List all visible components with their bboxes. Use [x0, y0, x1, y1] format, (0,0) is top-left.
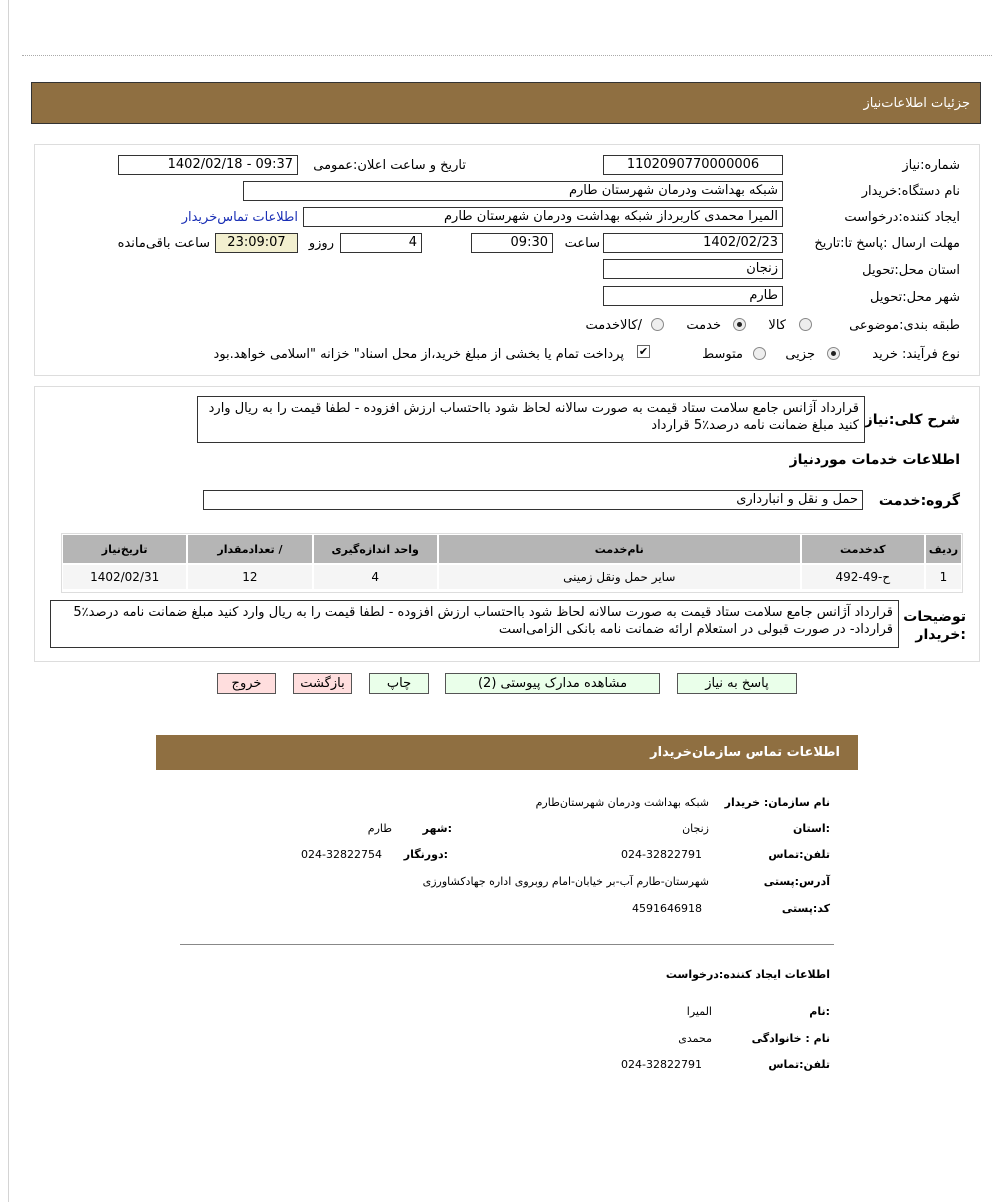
cell-need-date: 1402/02/31	[63, 565, 186, 589]
cell-service-name: سایر حمل ونقل زمینی	[439, 565, 800, 589]
buyer-notes-label: توضیحات :خریدار	[903, 609, 966, 643]
cell-service-code: ح-49-492	[802, 565, 924, 589]
category-both-label: /کالاخدمت	[585, 318, 642, 333]
description-label: شرح کلی:نیاز	[864, 412, 960, 428]
category-both-radio[interactable]	[651, 318, 664, 331]
category-goods-radio[interactable]	[799, 318, 812, 331]
category-service-radio[interactable]	[733, 318, 746, 331]
payment-note: پرداخت تمام یا بخشی از مبلغ خرید،از محل اسناد" خزانه "اسلامی خواهد.بود	[213, 347, 624, 362]
cell-quantity: 12	[188, 565, 311, 589]
deadline-date-field: 1402/02/23	[603, 233, 783, 253]
creator-label: ایجاد کننده:درخواست	[844, 210, 960, 225]
creator-field: المیرا محمدی کاربرداز شبکه بهداشت ودرمان شهرستان طارم	[303, 207, 783, 227]
table-header-row	[63, 535, 961, 563]
contact-phone-label: تلفن:تماس	[768, 848, 830, 861]
process-minor-radio[interactable]	[827, 347, 840, 360]
need-number-label: شماره:نیاز	[902, 158, 960, 173]
reply-button[interactable]: پاسخ به نیاز	[677, 673, 797, 694]
process-type-label: نوع فرآیند: خرید	[872, 347, 960, 362]
col-header-date: تاریخ‌نیاز	[63, 535, 186, 563]
contact-phone-value: 024-32822791	[621, 848, 702, 861]
requester-phone-value: 024-32822791	[621, 1058, 702, 1071]
buyer-field: شبکه بهداشت ودرمان شهرستان طارم	[243, 181, 783, 201]
description-box: قرارداد آژانس جامع سلامت ستاد قیمت به صورت سالانه لحاظ شود بااحتساب ارزش افزوده - لطفا قیمت را به ریال وارد کنید مبلغ ضمانت نامه درصد٪5 قرارداد	[197, 396, 865, 443]
back-button[interactable]: بازگشت	[293, 673, 352, 694]
contact-address-value: شهرستان-طارم آب-بر خیابان-امام روبروی اداره جهادکشاورزی	[422, 875, 709, 888]
cell-unit: 4	[314, 565, 437, 589]
buyer-contact-header	[156, 735, 858, 770]
requester-family-label: نام : خانوادگی	[751, 1032, 830, 1045]
requester-name-value: المیرا	[686, 1005, 712, 1018]
col-header-name: نام‌خدمت	[439, 535, 800, 563]
contact-city-label: :شهر	[422, 822, 452, 835]
category-label: طبقه بندی:موضوعی	[849, 318, 960, 333]
org-name-label: نام سازمان: خریدار	[724, 796, 830, 809]
cell-row-number: 1	[926, 565, 961, 589]
process-medium-label: متوسط	[702, 347, 743, 362]
process-medium-radio[interactable]	[753, 347, 766, 360]
services-section-title: اطلاعات خدمات موردنیاز	[789, 452, 960, 468]
col-header-quantity: / تعدادمقدار	[188, 535, 311, 563]
province-label: استان محل:تحویل	[862, 263, 960, 278]
announce-datetime-label: تاریخ و ساعت اعلان:عمومی	[313, 158, 466, 173]
contact-province-value: زنجان	[682, 822, 709, 835]
payment-checkbox[interactable]: ✔	[638, 345, 649, 358]
view-documents-button[interactable]: مشاهده مدارک پیوستی (2)	[445, 673, 660, 694]
col-header-row: ردیف	[926, 535, 961, 563]
page-left-border	[8, 0, 9, 1202]
days-field: 4	[340, 233, 422, 253]
category-service-label: خدمت	[686, 318, 721, 333]
org-name-value: شبکه بهداشت ودرمان شهرستان‌طارم	[535, 796, 709, 809]
service-group-label: گروه:خدمت	[878, 493, 960, 509]
process-minor-label: جزیی	[785, 347, 815, 362]
contact-city-value: طارم	[367, 822, 392, 835]
need-number-field: 1102090770000006	[603, 155, 783, 175]
top-divider	[22, 55, 992, 56]
requester-family-value: محمدی	[678, 1032, 712, 1045]
page-header-bar	[31, 82, 981, 124]
requester-name-label: :نام	[809, 1005, 830, 1018]
remaining-time-field: 23:09:07	[215, 233, 298, 253]
page-header-title: جزئیات اطلاعات‌نیاز	[863, 96, 970, 111]
province-field: زنجان	[603, 259, 783, 279]
requester-title: اطلاعات ایجاد کننده:درخواست	[665, 968, 830, 981]
category-goods-label: کالا	[768, 318, 786, 333]
contact-address-label: آدرس:پستی	[763, 875, 830, 888]
items-table	[61, 533, 963, 591]
buyer-label: نام دستگاه:خریدار	[861, 184, 960, 199]
buyer-contact-title: اطلاعات تماس سازمان‌خریدار	[650, 745, 840, 760]
contact-province-label: :استان	[793, 822, 830, 835]
need-info-panel	[34, 144, 980, 376]
service-group-field: حمل و نقل و انبارداری	[203, 490, 863, 510]
contact-fax-value: 024-32822754	[301, 848, 382, 861]
contact-fax-label: :دورنگار	[403, 848, 448, 861]
deadline-label: مهلت ارسال :پاسخ تا:تاریخ	[814, 236, 960, 251]
print-button[interactable]: چاپ	[369, 673, 429, 694]
city-label: شهر محل:تحویل	[870, 290, 960, 305]
contact-postal-label: کد:پستی	[781, 902, 830, 915]
city-field: طارم	[603, 286, 783, 306]
announce-datetime-field: 1402/02/18 - 09:37	[118, 155, 298, 175]
contact-divider	[180, 944, 834, 945]
exit-button[interactable]: خروج	[217, 673, 276, 694]
remaining-time-label: ساعت باقی‌مانده	[117, 236, 210, 251]
col-header-unit: واحد اندازه‌گیری	[314, 535, 437, 563]
requester-phone-label: تلفن:تماس	[768, 1058, 830, 1071]
col-header-code: کدخدمت	[802, 535, 924, 563]
days-label: روزو	[308, 236, 334, 251]
deadline-time-label: ساعت	[564, 236, 600, 251]
buyer-notes-box: قرارداد آژانس جامع سلامت ستاد قیمت به صورت سالانه لحاظ شود بااحتساب ارزش افزوده - لطفا قیمت را به ریال وارد کنید مبلغ ضمانت نامه درصد٪5 قرارداد- در صورت قبولی در استعلام ارائه ضمانت نامه بانکی الزامی‌است	[50, 600, 899, 648]
contact-postal-value: 4591646918	[632, 902, 702, 915]
deadline-time-field: 09:30	[471, 233, 553, 253]
table-row	[63, 565, 961, 589]
buyer-contact-link[interactable]: اطلاعات تماس‌خریدار	[181, 210, 298, 225]
